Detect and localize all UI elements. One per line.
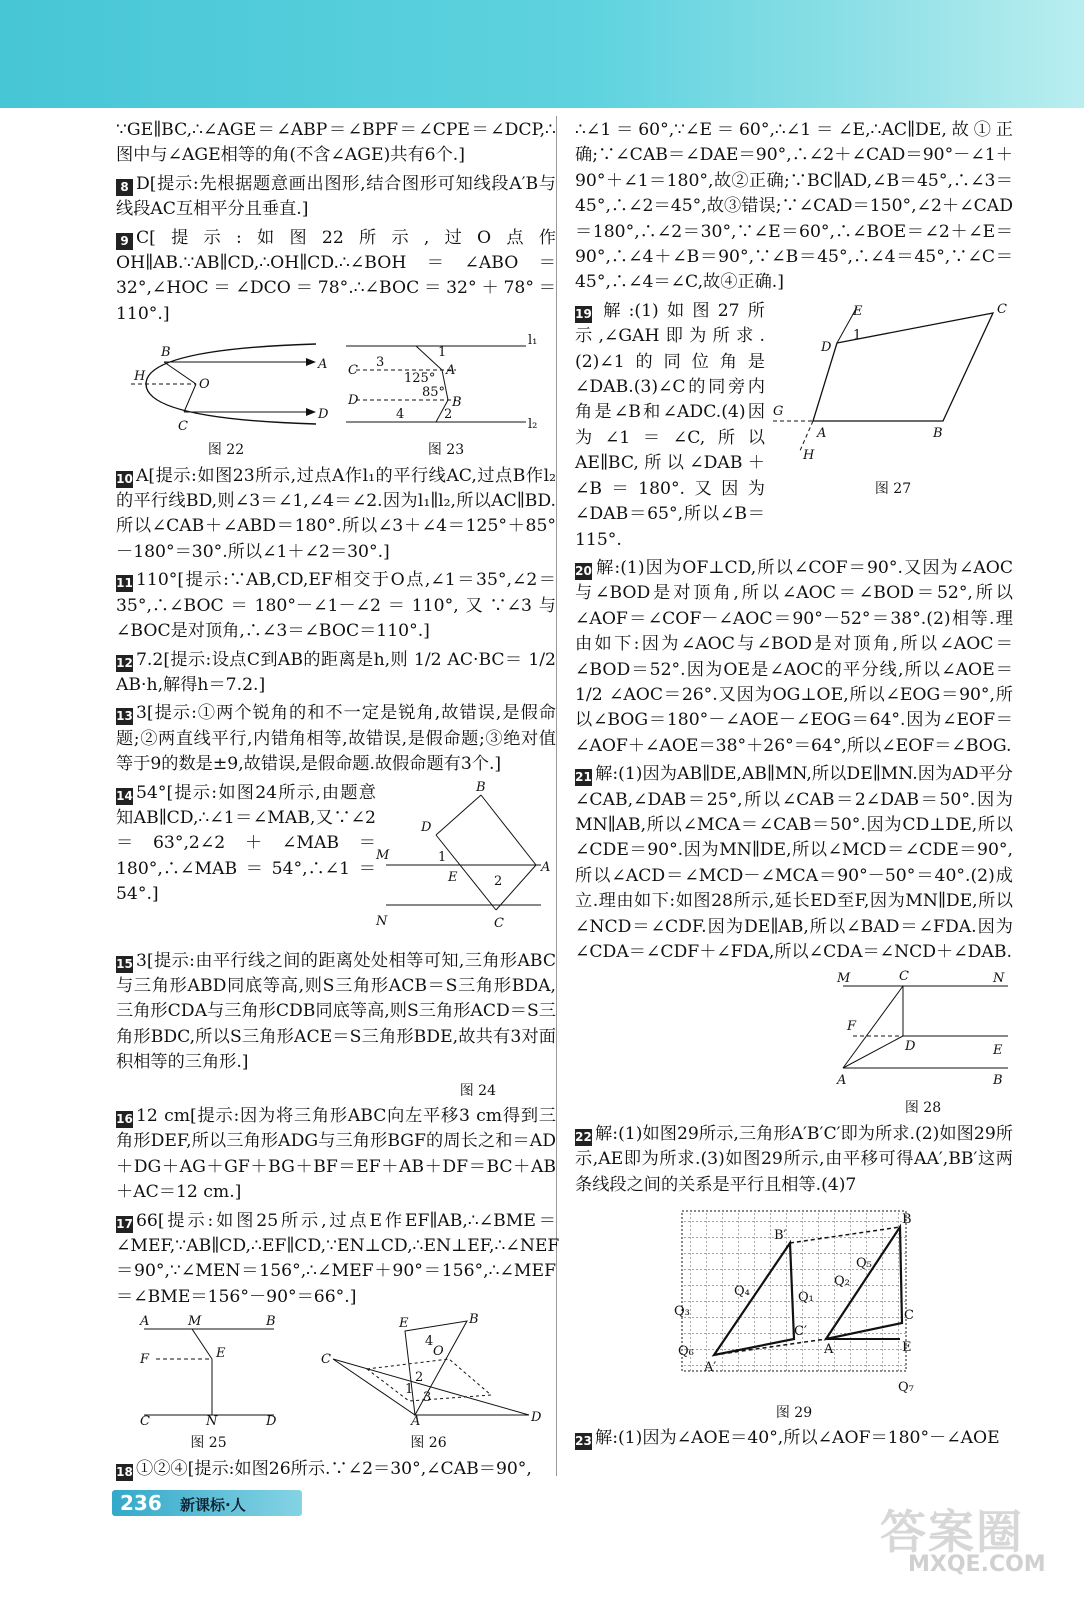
figure-24-caption: 图 24 — [459, 1082, 496, 1099]
question-number: 16 — [116, 1111, 133, 1126]
figure-28-caption: 图 28 — [904, 1100, 942, 1117]
svg-text:Q₄: Q₄ — [734, 1284, 750, 1300]
question-number: 11 — [116, 576, 133, 591]
figure-24-diagram — [376, 779, 556, 945]
svg-text:D: D — [318, 407, 329, 423]
figure-26-diagram — [319, 1312, 541, 1430]
question-number: 23 — [575, 1434, 592, 1449]
svg-text:D: D — [421, 819, 432, 835]
svg-text:D: D — [530, 1410, 541, 1426]
svg-text:B: B — [265, 1314, 276, 1330]
svg-text:C: C — [997, 301, 1007, 317]
left-column — [116, 118, 560, 1485]
answer-text: 3[提示:①两个锐角的和不一定是锐角,故错误,是假命题;②两直线平行,内错角相等,故错误,是假命题;③绝对值等于9的数是±9,故错误,是假命题.故假命题有3个.] — [116, 703, 556, 775]
answer-18-continued: ∴∠1＝60°,∵∠E＝60°,∴∠1＝∠E,∴AC∥DE,故①正确;∵∠CAB＝∠DAE＝90°,∴∠2＋∠CAD＝90°－∠1＋90°＋∠1＝180°,故②正确;∵BC∥AD,∠B＝45°,∴∠3＝45°,∴∠2＝45°,故③错误;∵∠CAD＝150°,∠2＋∠CAD＝180°,∴∠2＝30°,∵∠E＝60°,∴∠BOE＝∠2＋∠E＝90°,∴∠4＋∠B＝90°,∵∠B＝45°,∴∠4＝45°,∵∠C＝45°,∴∠4＝∠C,故④正确.] — [575, 120, 1013, 293]
svg-text:B: B — [161, 345, 171, 361]
page-number: 236 — [120, 1491, 162, 1515]
question-number: 19 — [575, 306, 592, 321]
svg-text:C: C — [904, 1308, 914, 1324]
column-divider — [556, 116, 557, 1476]
svg-text:D: D — [905, 1039, 916, 1055]
svg-text:3: 3 — [422, 1390, 431, 1406]
answer-text: 解:(1)因为∠AOE＝40°,所以∠AOF＝180°－∠AOE — [595, 1428, 1000, 1449]
answer-text: D[提示:先根据题意画出图形,结合图形可知线段A′B与线段AC互相平分且垂直.] — [116, 173, 556, 220]
answer-17 — [116, 1209, 560, 1311]
svg-text:G: G — [773, 403, 784, 419]
question-number: 15 — [116, 956, 133, 971]
svg-text:Q₂: Q₂ — [834, 1274, 850, 1290]
svg-text:Q₃: Q₃ — [674, 1304, 690, 1320]
svg-text:E: E — [902, 1340, 912, 1356]
answer-14 — [116, 781, 376, 908]
figure-28 — [575, 968, 1013, 1121]
answer-13 — [116, 701, 556, 777]
question-number: 8 — [116, 179, 133, 196]
svg-text:O: O — [432, 1344, 444, 1360]
figure-23-caption: 图 23 — [427, 442, 465, 459]
figure-27-diagram — [773, 303, 1013, 473]
answer-19-block — [575, 299, 1013, 556]
svg-text:C: C — [494, 915, 504, 931]
svg-text:A: A — [446, 363, 456, 379]
answer-14-15-block — [116, 781, 556, 949]
svg-text:E: E — [448, 869, 458, 885]
svg-text:2: 2 — [444, 407, 453, 423]
question-number: 22 — [575, 1129, 592, 1144]
answer-text: 66[提示:如图25所示,过点E作EF∥AB,∴∠BME＝∠MEF,∵AB∥CD,∴EF∥CD,∵EN⊥CD,∴EN⊥EF,∴∠NEF＝90°,∵∠MEN＝156°,∴∠MEF＋90°＝156°,∴∠MEF＝∠BME＝156°－90°＝66°.] — [116, 1210, 560, 1307]
svg-text:C: C — [178, 419, 188, 435]
svg-text:85°: 85° — [422, 385, 446, 401]
svg-text:1: 1 — [438, 849, 447, 865]
svg-text:E: E — [993, 1043, 1003, 1059]
answer-text: 7.2[提示:设点C到AB的距离是h,则 1/2 AC·BC＝ 1/2 AB·h,解得h＝7.2.] — [116, 649, 556, 695]
answer-19 — [575, 299, 765, 553]
svg-text:B: B — [468, 1312, 479, 1328]
figure-22 — [126, 330, 329, 463]
svg-text:B: B — [476, 779, 486, 795]
svg-text:C: C — [139, 1414, 150, 1430]
svg-text:B: B — [452, 395, 462, 411]
svg-text:D: D — [265, 1414, 276, 1430]
figures-25-26 — [116, 1313, 556, 1456]
answer-text: 54°[提示:如图24所示,由题意知AB∥CD,∴∠1＝∠MAB,又∵∠2＝63°,2∠2＋∠MAB＝180°,∴∠MAB＝54°,∴∠1＝54°.] — [116, 782, 376, 905]
svg-text:A: A — [139, 1314, 149, 1330]
svg-text:N: N — [205, 1414, 217, 1430]
svg-text:N: N — [993, 971, 1005, 987]
answer-text: ①②④[提示:如图26所示.∵∠2＝30°,∠CAB＝90°, — [136, 1458, 532, 1479]
answer-22 — [575, 1122, 1013, 1198]
svg-text:A′: A′ — [704, 1360, 717, 1376]
question-number: 20 — [575, 563, 592, 578]
answer-14-15-text — [116, 781, 376, 911]
figure-22-caption: 图 22 — [207, 442, 245, 459]
answer-10 — [116, 464, 556, 566]
svg-text:O: O — [199, 377, 210, 393]
figure-28-wrap — [833, 968, 1013, 1121]
answer-text: C[提示:如图22所示,过O点作OH∥AB.∵AB∥CD,∴OH∥CD.∴∠BOH＝∠ABO＝32°,∠HOC＝∠DCO＝78°.∴∠BOC＝32°＋78°＝110°.] — [116, 227, 556, 324]
answer-15 — [116, 949, 556, 1076]
question-number: 10 — [116, 471, 133, 486]
figure-25-diagram — [134, 1314, 284, 1430]
svg-text:A: A — [837, 1073, 847, 1089]
svg-text:Q₁: Q₁ — [798, 1290, 814, 1306]
header-banner — [0, 0, 1084, 108]
svg-text:F: F — [847, 1019, 857, 1035]
answer-text: 3[提示:由平行线之间的距离处处相等可知,三角形ABC与三角形ABD同底等高,则S三角形ACB＝S三角形BDA,三角形CDA与三角形CDB同底等高,则S三角形ACD＝S三角形BDC,所以S三角形ACE＝S三角形BDE,故共有3对面积相等的三角形.] — [116, 950, 556, 1073]
svg-text:C′: C′ — [794, 1324, 807, 1340]
question-number: 13 — [116, 709, 133, 724]
figures-22-23 — [116, 330, 556, 463]
svg-text:A: A — [318, 357, 328, 373]
figure-27-caption: 图 27 — [874, 480, 912, 497]
figure-29-caption: 图 29 — [775, 1405, 813, 1422]
svg-text:3: 3 — [376, 355, 385, 371]
figure-23-diagram — [346, 334, 546, 434]
figure-27 — [773, 299, 1013, 502]
svg-text:E: E — [853, 303, 863, 319]
answer-11 — [116, 568, 556, 644]
svg-text:1: 1 — [404, 1382, 413, 1398]
figure-22-diagram — [126, 334, 329, 435]
svg-text:2: 2 — [414, 1370, 423, 1386]
svg-text:A: A — [817, 425, 827, 441]
svg-text:D: D — [348, 393, 359, 409]
svg-text:B′: B′ — [774, 1228, 787, 1244]
svg-text:l₁: l₁ — [528, 333, 538, 349]
svg-text:Q₅: Q₅ — [856, 1256, 872, 1272]
svg-text:C: C — [348, 363, 358, 379]
figure-25 — [134, 1313, 284, 1456]
svg-text:C: C — [320, 1352, 331, 1368]
svg-text:H: H — [134, 369, 146, 385]
svg-text:1: 1 — [438, 345, 447, 361]
svg-text:C: C — [899, 969, 909, 985]
svg-text:N: N — [376, 913, 388, 929]
answer-18 — [116, 1457, 556, 1482]
svg-text:E: E — [215, 1346, 225, 1362]
answer-21 — [575, 762, 1013, 965]
svg-text:B: B — [902, 1212, 912, 1228]
figure-23 — [346, 330, 546, 463]
question-number: 14 — [116, 788, 133, 803]
svg-text:Q₆: Q₆ — [678, 1344, 694, 1360]
answer-text: 110°[提示:∵AB,CD,EF相交于O点,∠1＝35°,∠2＝35°,∴∠BOC＝180°－∠1－∠2＝110°,又∵∠3与∠BOC是对顶角,∴∠3＝∠BOC＝110°.] — [116, 570, 556, 642]
answer-7-continued: ∵GE∥BC,∴∠AGE＝∠ABP＝∠BPF＝∠CPE＝∠DCP,∴图中与∠AGE相等的角(不含∠AGE)共有6个.] — [116, 120, 556, 166]
answer-12 — [116, 648, 556, 699]
watermark-logo: 答案圈 — [880, 1505, 1024, 1559]
answer-20 — [575, 556, 1013, 759]
svg-text:125°: 125° — [404, 371, 436, 387]
svg-text:l₂: l₂ — [528, 417, 538, 433]
answer-text: A[提示:如图23所示,过点A作l₁的平行线AC,过点B作l₂的平行线BD,则∠3＝∠1,∠4＝∠2.因为l₁∥l₂,所以AC∥BD.所以∠CAB＋∠ABD＝180°.所以∠3＋∠4＝125°＋85°－180°＝30°.所以∠1＋∠2＝30°.] — [116, 465, 556, 562]
question-number: 17 — [116, 1216, 133, 1231]
question-number: 21 — [575, 770, 592, 785]
question-number: 12 — [116, 655, 133, 670]
svg-text:1: 1 — [853, 327, 862, 343]
svg-text:B: B — [993, 1073, 1003, 1089]
svg-text:4: 4 — [396, 407, 405, 423]
answer-19-text — [575, 299, 773, 556]
answer-9 — [116, 226, 556, 328]
svg-text:D: D — [821, 339, 832, 355]
svg-text:2: 2 — [494, 873, 503, 889]
watermark-url: MXQE.COM — [908, 1552, 1046, 1577]
svg-text:A: A — [541, 859, 551, 875]
answer-text: 解:(1)因为OF⊥CD,所以∠COF＝90°.又因为∠AOC与∠BOD是对顶角,所以∠AOC＝∠BOD＝52°,所以∠AOF＝∠COF－∠AOC＝90°－52°＝38°.(2)相等.理由如下:因为∠AOC与∠BOD是对顶角,所以∠AOC＝∠BOD＝52°.因为OE是∠AOC的平分线,所以∠AOE＝ 1/2 ∠AOC＝26°.又因为OG⊥OE,所以∠EOG＝90°,所以∠BOG＝180°－∠AOE－∠EOG＝64°.因为∠EOF＝∠AOF＋∠AOE＝38°＋26°＝64°,所以∠EOF＝∠BOG. — [575, 557, 1013, 756]
right-column — [575, 118, 1013, 1455]
answer-16 — [116, 1104, 556, 1206]
figure-29 — [575, 1201, 1013, 1426]
svg-text:Q₇: Q₇ — [898, 1380, 914, 1396]
figure-26-caption: 图 26 — [410, 1435, 447, 1452]
answer-text: 解:(1)如图27所示,∠GAH即为所求.(2)∠1的同位角是∠DAB.(3)∠C的同旁内角是∠B和∠ADC.(4)因为∠1＝∠C,所以AE∥BC,所以∠DAB＋∠B＝180°.又因为∠DAB＝65°,所以∠B＝115°. — [575, 300, 765, 550]
answer-23 — [575, 1426, 1013, 1451]
svg-text:B: B — [933, 425, 943, 441]
figure-24 — [376, 781, 556, 949]
svg-text:H: H — [803, 447, 815, 463]
svg-text:4: 4 — [424, 1334, 433, 1350]
answer-text: 解:(1)如图29所示,三角形A′B′C′即为所求.(2)如图29所示,AE即为所求.(3)如图29所示,由平移可得AA′,BB′这两条线段之间的关系是平行且相等.(4)7 — [575, 1123, 1013, 1195]
answer-text: 12 cm[提示:因为将三角形ABC向左平移3 cm得到三角形DEF,所以三角形ADG与三角形BGF的周长之和＝AD＋DG＋AG＋GF＋BG＋BF＝EF＋AB＋DF＝BC＋AB＋AC＝12 cm.] — [116, 1105, 556, 1203]
question-number: 9 — [116, 233, 133, 250]
svg-text:M: M — [376, 847, 390, 863]
svg-text:M: M — [187, 1314, 201, 1330]
svg-text:M: M — [837, 971, 851, 987]
svg-text:F: F — [139, 1352, 149, 1368]
book-series-label: 新课标·人 — [180, 1496, 246, 1514]
page-footer — [112, 1490, 302, 1516]
question-number: 18 — [116, 1464, 133, 1479]
answer-text: 解:(1)因为AB∥DE,AB∥MN,所以DE∥MN.因为AD平分∠CAB,∠DAB＝25°,所以∠CAB＝2∠DAB＝50°.因为MN∥AB,所以∠MCA＝∠CAB＝50°.因为CD⊥DE,所以∠CDE＝90°.因为MN∥DE,所以∠MCD＝∠CDE＝90°,所以∠ACD＝∠MCD－∠MCA＝90°－50°＝40°.(2)成立.理由如下:如图28所示,延长ED至F,因为MN∥DE,所以∠NCD＝∠CDF.因为DE∥AB,所以∠BAD＝∠FDA.因为∠CDA＝∠CDF＋∠FDA,所以∠CDA＝∠NCD＋∠DAB. — [575, 764, 1013, 962]
svg-text:A: A — [410, 1414, 420, 1430]
figure-29-diagram — [674, 1205, 914, 1395]
answer-8 — [116, 172, 556, 223]
svg-text:A: A — [824, 1342, 834, 1358]
figure-26 — [319, 1313, 539, 1456]
figure-25-caption: 图 25 — [190, 1435, 227, 1452]
svg-text:E: E — [398, 1316, 408, 1332]
figure-28-diagram — [833, 969, 1013, 1092]
